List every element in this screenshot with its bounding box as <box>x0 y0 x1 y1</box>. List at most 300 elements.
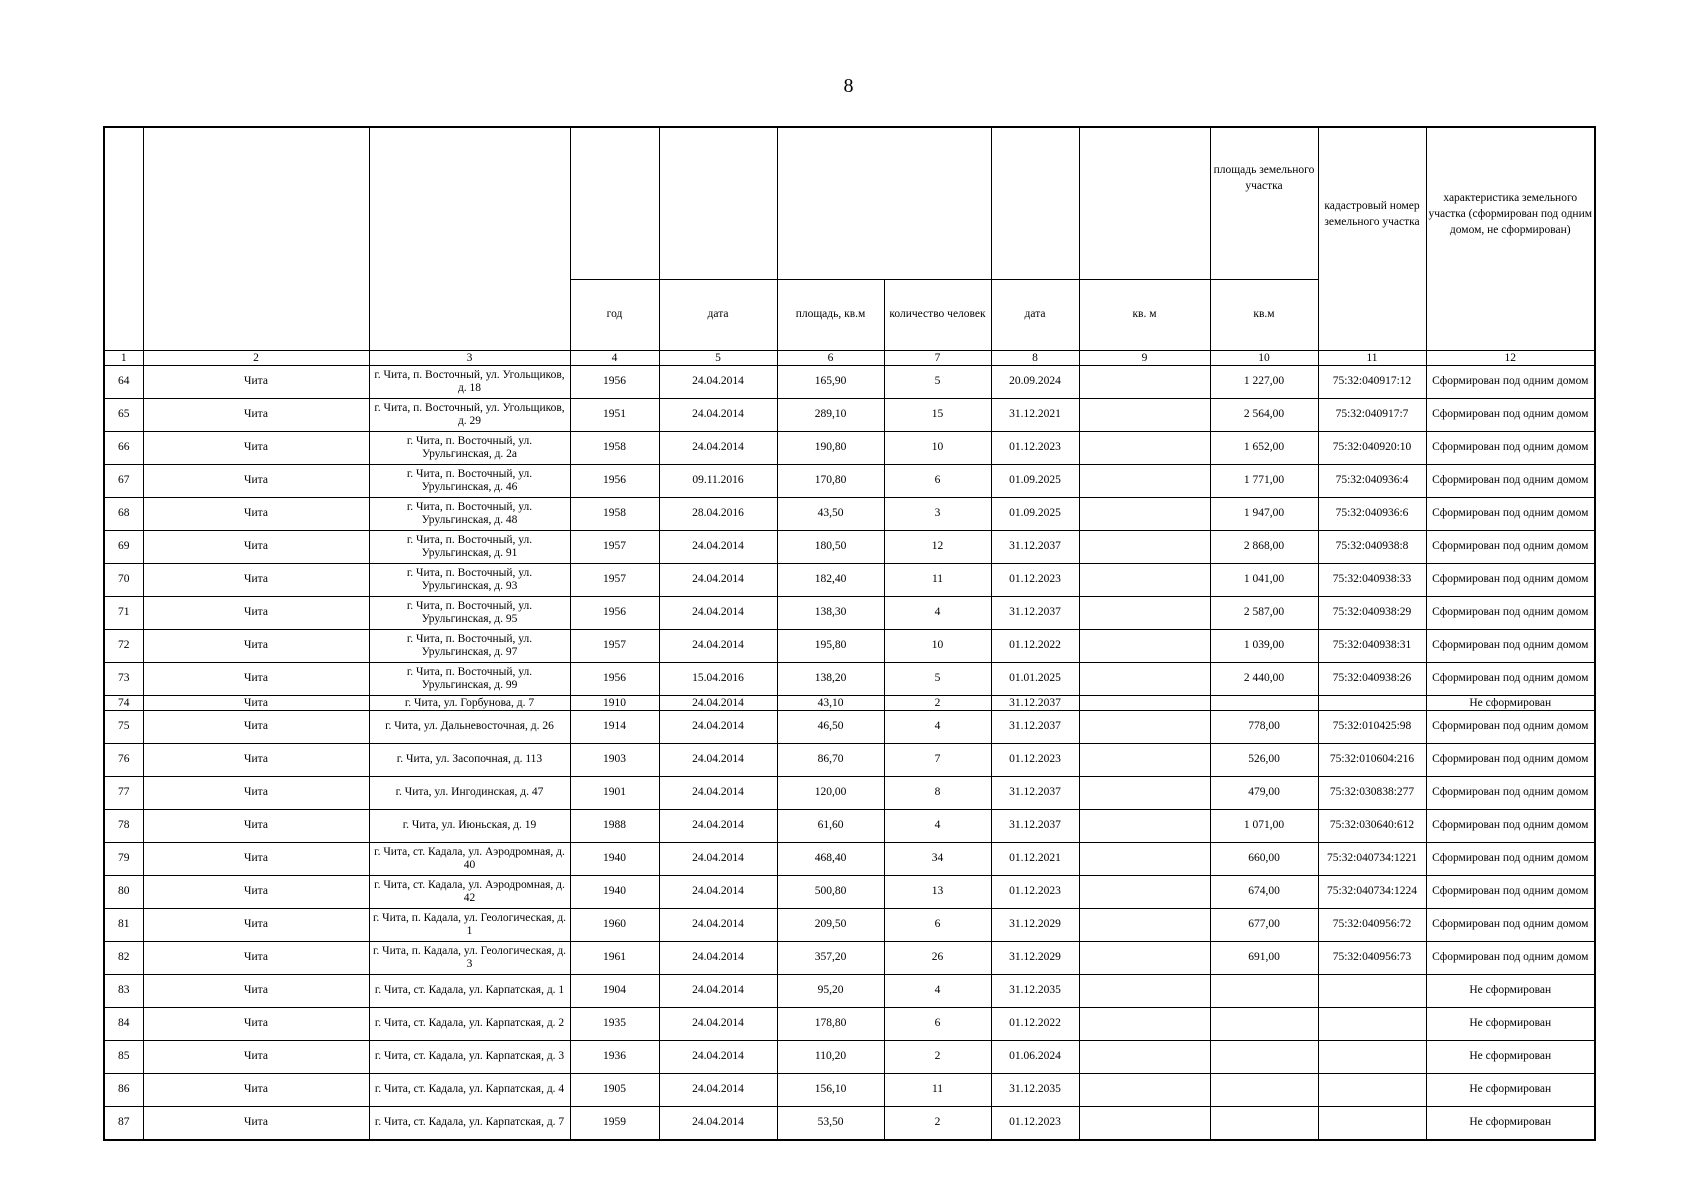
column-number: 11 <box>1318 351 1426 366</box>
cadastral-number-cell: 75:32:030640:612 <box>1318 810 1426 843</box>
table-row <box>104 1008 1595 1041</box>
cadastral-number-cell: 75:32:040936:6 <box>1318 498 1426 531</box>
land-area-cell: 1 652,00 <box>1210 432 1318 465</box>
people-count-subheader: количество человек <box>884 280 991 351</box>
relocation-date-cell: 31.12.2035 <box>991 975 1079 1008</box>
recognition-date-cell: 24.04.2014 <box>659 975 777 1008</box>
row-number-cell: 78 <box>104 810 143 843</box>
table-row <box>104 432 1595 465</box>
table-row <box>104 777 1595 810</box>
cadastral-number-cell: 75:32:010425:98 <box>1318 711 1426 744</box>
house-area-cell: 43,50 <box>777 498 884 531</box>
header-cell-5 <box>659 127 777 280</box>
table-row <box>104 975 1595 1008</box>
relocation-date-cell: 31.12.2037 <box>991 597 1079 630</box>
resident-count-cell: 12 <box>884 531 991 564</box>
relocation-date-cell: 31.12.2037 <box>991 810 1079 843</box>
land-status-cell: Сформирован под одним домом <box>1426 432 1595 465</box>
row-number-cell: 64 <box>104 366 143 399</box>
sqm-subheader: кв. м <box>1079 280 1210 351</box>
resident-count-cell: 5 <box>884 366 991 399</box>
row-number-cell: 75 <box>104 711 143 744</box>
house-area-cell: 170,80 <box>777 465 884 498</box>
cadastral-number-cell: 75:32:040956:73 <box>1318 942 1426 975</box>
relocation-date-cell: 01.12.2022 <box>991 1008 1079 1041</box>
house-area-cell: 190,80 <box>777 432 884 465</box>
relocated-area-cell <box>1079 1008 1210 1041</box>
resident-count-cell: 3 <box>884 498 991 531</box>
header-cell-9 <box>1079 127 1210 280</box>
land-area-cell <box>1210 1041 1318 1074</box>
row-number-cell: 70 <box>104 564 143 597</box>
land-area-cell: 1 071,00 <box>1210 810 1318 843</box>
relocation-date-cell: 31.12.2037 <box>991 711 1079 744</box>
cadastral-number-cell: 75:32:040938:33 <box>1318 564 1426 597</box>
table-row <box>104 663 1595 696</box>
table-row <box>104 366 1595 399</box>
land-status-cell: Сформирован под одним домом <box>1426 876 1595 909</box>
locality-cell: Чита <box>143 777 369 810</box>
relocated-area-cell <box>1079 711 1210 744</box>
recognition-date-cell: 15.04.2016 <box>659 663 777 696</box>
land-status-cell: Не сформирован <box>1426 696 1595 711</box>
relocated-area-cell <box>1079 399 1210 432</box>
land-area-cell: 1 771,00 <box>1210 465 1318 498</box>
land-status-cell: Сформирован под одним домом <box>1426 711 1595 744</box>
relocation-date-cell: 31.12.2037 <box>991 531 1079 564</box>
cadastral-number-cell: 75:32:040938:29 <box>1318 597 1426 630</box>
address-cell: г. Чита, ст. Кадала, ул. Карпатская, д. 3 <box>369 1041 570 1074</box>
locality-cell: Чита <box>143 399 369 432</box>
land-status-cell: Сформирован под одним домом <box>1426 810 1595 843</box>
column-number: 1 <box>104 351 143 366</box>
locality-cell: Чита <box>143 975 369 1008</box>
address-cell: г. Чита, п. Восточный, ул. Урульгинская, д. 2а <box>369 432 570 465</box>
row-number-cell: 65 <box>104 399 143 432</box>
land-status-cell: Не сформирован <box>1426 1008 1595 1041</box>
relocation-date-cell: 01.06.2024 <box>991 1041 1079 1074</box>
header-cell-8 <box>991 127 1079 280</box>
build-year-cell: 1936 <box>570 1041 659 1074</box>
build-year-cell: 1940 <box>570 843 659 876</box>
address-cell: г. Чита, ст. Кадала, ул. Карпатская, д. 4 <box>369 1074 570 1107</box>
resident-count-cell: 6 <box>884 1008 991 1041</box>
address-cell: г. Чита, ул. Дальневосточная, д. 26 <box>369 711 570 744</box>
locality-cell: Чита <box>143 744 369 777</box>
cadastral-number-cell: 75:32:040734:1221 <box>1318 843 1426 876</box>
cadastral-number-cell: 75:32:040938:8 <box>1318 531 1426 564</box>
relocated-area-cell <box>1079 909 1210 942</box>
address-cell: г. Чита, ул. Июньская, д. 19 <box>369 810 570 843</box>
row-number-cell: 74 <box>104 696 143 711</box>
house-area-cell: 53,50 <box>777 1107 884 1141</box>
land-area-cell: 691,00 <box>1210 942 1318 975</box>
land-area-cell: 1 947,00 <box>1210 498 1318 531</box>
house-area-cell: 95,20 <box>777 975 884 1008</box>
cadastral-number-cell: 75:32:040917:12 <box>1318 366 1426 399</box>
row-number-cell: 68 <box>104 498 143 531</box>
house-area-cell: 61,60 <box>777 810 884 843</box>
house-area-cell: 357,20 <box>777 942 884 975</box>
locality-cell: Чита <box>143 531 369 564</box>
address-cell: г. Чита, ст. Кадала, ул. Карпатская, д. 1 <box>369 975 570 1008</box>
locality-cell: Чита <box>143 909 369 942</box>
cadastral-number-cell: 75:32:040734:1224 <box>1318 876 1426 909</box>
land-status-cell: Сформирован под одним домом <box>1426 843 1595 876</box>
resident-count-cell: 2 <box>884 1107 991 1141</box>
relocation-date-cell: 20.09.2024 <box>991 366 1079 399</box>
address-cell: г. Чита, п. Кадала, ул. Геологическая, д. 1 <box>369 909 570 942</box>
header-cell-6-7 <box>777 127 991 280</box>
recognition-date-cell: 24.04.2014 <box>659 1041 777 1074</box>
land-area-cell: 674,00 <box>1210 876 1318 909</box>
relocation-date-cell: 01.09.2025 <box>991 465 1079 498</box>
resident-count-cell: 11 <box>884 564 991 597</box>
relocation-date-cell: 31.12.2037 <box>991 696 1079 711</box>
land-area-cell <box>1210 1074 1318 1107</box>
table-row <box>104 630 1595 663</box>
resident-count-cell: 5 <box>884 663 991 696</box>
recognition-date-cell: 24.04.2014 <box>659 597 777 630</box>
locality-cell: Чита <box>143 564 369 597</box>
recognition-date-cell: 24.04.2014 <box>659 909 777 942</box>
housing-register-table <box>103 126 1596 1141</box>
column-number: 4 <box>570 351 659 366</box>
relocation-date-cell: 31.12.2029 <box>991 909 1079 942</box>
land-status-cell: Сформирован под одним домом <box>1426 909 1595 942</box>
relocation-date-cell: 31.12.2029 <box>991 942 1079 975</box>
house-area-cell: 180,50 <box>777 531 884 564</box>
address-cell: г. Чита, ст. Кадала, ул. Карпатская, д. 7 <box>369 1107 570 1141</box>
house-area-cell: 195,80 <box>777 630 884 663</box>
build-year-cell: 1960 <box>570 909 659 942</box>
locality-cell: Чита <box>143 432 369 465</box>
header-cell-3 <box>369 127 570 351</box>
locality-cell: Чита <box>143 1041 369 1074</box>
land-area-cell <box>1210 696 1318 711</box>
column-number: 8 <box>991 351 1079 366</box>
cadastral-number-cell: 75:32:030838:277 <box>1318 777 1426 810</box>
row-number-cell: 84 <box>104 1008 143 1041</box>
year-subheader: год <box>570 280 659 351</box>
cadastral-number-cell <box>1318 1107 1426 1141</box>
table-row <box>104 531 1595 564</box>
column-number: 3 <box>369 351 570 366</box>
row-number-cell: 66 <box>104 432 143 465</box>
land-characteristic-header: характеристика земельного участка (сформирован под одним домом, не сформирован) <box>1426 127 1595 351</box>
recognition-date-cell: 24.04.2014 <box>659 711 777 744</box>
cadastral-number-cell <box>1318 1008 1426 1041</box>
land-status-cell: Сформирован под одним домом <box>1426 465 1595 498</box>
land-sqm-subheader: кв.м <box>1210 280 1318 351</box>
relocation-date-cell: 31.12.2035 <box>991 1074 1079 1107</box>
page-number: 8 <box>843 75 854 97</box>
land-area-cell: 1 039,00 <box>1210 630 1318 663</box>
land-area-cell <box>1210 1008 1318 1041</box>
resident-count-cell: 10 <box>884 630 991 663</box>
relocation-date-cell: 01.09.2025 <box>991 498 1079 531</box>
address-cell: г. Чита, п. Восточный, ул. Урульгинская, д. 95 <box>369 597 570 630</box>
table-row <box>104 696 1595 711</box>
recognition-date-cell: 24.04.2014 <box>659 432 777 465</box>
cadastral-number-cell: 75:32:040956:72 <box>1318 909 1426 942</box>
relocated-area-cell <box>1079 498 1210 531</box>
locality-cell: Чита <box>143 1008 369 1041</box>
build-year-cell: 1910 <box>570 696 659 711</box>
land-status-cell: Не сформирован <box>1426 975 1595 1008</box>
recognition-date-cell: 24.04.2014 <box>659 744 777 777</box>
row-number-cell: 87 <box>104 1107 143 1141</box>
row-number-cell: 76 <box>104 744 143 777</box>
house-area-cell: 165,90 <box>777 366 884 399</box>
relocated-area-cell <box>1079 564 1210 597</box>
row-number-cell: 86 <box>104 1074 143 1107</box>
land-area-cell: 526,00 <box>1210 744 1318 777</box>
table-row <box>104 744 1595 777</box>
header-cell-1 <box>104 127 143 351</box>
relocated-area-cell <box>1079 1107 1210 1141</box>
recognition-date-cell: 24.04.2014 <box>659 564 777 597</box>
address-cell: г. Чита, ст. Кадала, ул. Аэродромная, д. 42 <box>369 876 570 909</box>
row-number-cell: 82 <box>104 942 143 975</box>
house-area-cell: 182,40 <box>777 564 884 597</box>
land-area-cell <box>1210 975 1318 1008</box>
row-number-cell: 67 <box>104 465 143 498</box>
resident-count-cell: 13 <box>884 876 991 909</box>
resident-count-cell: 34 <box>884 843 991 876</box>
relocated-area-cell <box>1079 696 1210 711</box>
recognition-date-cell: 24.04.2014 <box>659 942 777 975</box>
row-number-cell: 85 <box>104 1041 143 1074</box>
land-area-header: площадь земельного участка <box>1210 127 1318 280</box>
build-year-cell: 1940 <box>570 876 659 909</box>
locality-cell: Чита <box>143 1074 369 1107</box>
house-area-cell: 110,20 <box>777 1041 884 1074</box>
land-status-cell: Сформирован под одним домом <box>1426 630 1595 663</box>
house-area-cell: 209,50 <box>777 909 884 942</box>
cadastral-number-cell: 75:32:040936:4 <box>1318 465 1426 498</box>
land-status-cell: Сформирован под одним домом <box>1426 777 1595 810</box>
build-year-cell: 1901 <box>570 777 659 810</box>
land-area-cell <box>1210 1107 1318 1141</box>
build-year-cell: 1951 <box>570 399 659 432</box>
recognition-date-cell: 24.04.2014 <box>659 810 777 843</box>
land-area-cell: 2 440,00 <box>1210 663 1318 696</box>
house-area-cell: 138,30 <box>777 597 884 630</box>
build-year-cell: 1957 <box>570 531 659 564</box>
table-row <box>104 399 1595 432</box>
recognition-date-cell: 24.04.2014 <box>659 399 777 432</box>
relocation-date-cell: 01.12.2022 <box>991 630 1079 663</box>
resident-count-cell: 4 <box>884 810 991 843</box>
relocated-area-cell <box>1079 777 1210 810</box>
table-row <box>104 711 1595 744</box>
relocated-area-cell <box>1079 744 1210 777</box>
land-status-cell: Сформирован под одним домом <box>1426 744 1595 777</box>
house-area-cell: 120,00 <box>777 777 884 810</box>
row-number-cell: 72 <box>104 630 143 663</box>
locality-cell: Чита <box>143 498 369 531</box>
house-area-cell: 86,70 <box>777 744 884 777</box>
resident-count-cell: 11 <box>884 1074 991 1107</box>
build-year-cell: 1956 <box>570 663 659 696</box>
land-area-cell: 677,00 <box>1210 909 1318 942</box>
address-cell: г. Чита, п. Кадала, ул. Геологическая, д. 3 <box>369 942 570 975</box>
recognition-date-cell: 24.04.2014 <box>659 876 777 909</box>
land-status-cell: Сформирован под одним домом <box>1426 597 1595 630</box>
land-area-cell: 479,00 <box>1210 777 1318 810</box>
land-status-cell: Сформирован под одним домом <box>1426 564 1595 597</box>
column-number: 7 <box>884 351 991 366</box>
land-status-cell: Не сформирован <box>1426 1107 1595 1141</box>
recognition-date-cell: 09.11.2016 <box>659 465 777 498</box>
land-status-cell: Сформирован под одним домом <box>1426 942 1595 975</box>
column-number-row <box>104 351 1595 366</box>
relocated-area-cell <box>1079 366 1210 399</box>
address-cell: г. Чита, п. Восточный, ул. Урульгинская, д. 93 <box>369 564 570 597</box>
land-status-cell: Сформирован под одним домом <box>1426 366 1595 399</box>
relocation-date-cell: 01.12.2023 <box>991 876 1079 909</box>
land-area-cell: 2 868,00 <box>1210 531 1318 564</box>
table-row <box>104 1074 1595 1107</box>
resident-count-cell: 6 <box>884 909 991 942</box>
build-year-cell: 1988 <box>570 810 659 843</box>
recognition-date-cell: 28.04.2016 <box>659 498 777 531</box>
relocation-date-cell: 31.12.2021 <box>991 399 1079 432</box>
locality-cell: Чита <box>143 876 369 909</box>
header-row-top <box>104 127 1595 280</box>
house-area-cell: 138,20 <box>777 663 884 696</box>
relocated-area-cell <box>1079 465 1210 498</box>
area-subheader: площадь, кв.м <box>777 280 884 351</box>
address-cell: г. Чита, п. Восточный, ул. Угольщиков, д. 18 <box>369 366 570 399</box>
build-year-cell: 1935 <box>570 1008 659 1041</box>
relocated-area-cell <box>1079 843 1210 876</box>
land-area-cell: 1 227,00 <box>1210 366 1318 399</box>
row-number-cell: 77 <box>104 777 143 810</box>
recognition-date-cell: 24.04.2014 <box>659 531 777 564</box>
house-area-cell: 43,10 <box>777 696 884 711</box>
build-year-cell: 1959 <box>570 1107 659 1141</box>
relocated-area-cell <box>1079 810 1210 843</box>
locality-cell: Чита <box>143 597 369 630</box>
table-row <box>104 465 1595 498</box>
cadastral-number-cell: 75:32:040938:31 <box>1318 630 1426 663</box>
build-year-cell: 1957 <box>570 564 659 597</box>
recognition-date-cell: 24.04.2014 <box>659 366 777 399</box>
table-row <box>104 1041 1595 1074</box>
recognition-date-cell: 24.04.2014 <box>659 1008 777 1041</box>
resident-count-cell: 4 <box>884 975 991 1008</box>
land-status-cell: Сформирован под одним домом <box>1426 531 1595 564</box>
build-year-cell: 1905 <box>570 1074 659 1107</box>
relocation-date-cell: 01.12.2023 <box>991 744 1079 777</box>
address-cell: г. Чита, ст. Кадала, ул. Карпатская, д. 2 <box>369 1008 570 1041</box>
row-number-cell: 69 <box>104 531 143 564</box>
row-number-cell: 71 <box>104 597 143 630</box>
row-number-cell: 73 <box>104 663 143 696</box>
header-cell-4 <box>570 127 659 280</box>
resident-count-cell: 7 <box>884 744 991 777</box>
cadastral-number-cell <box>1318 696 1426 711</box>
row-number-cell: 81 <box>104 909 143 942</box>
date-subheader: дата <box>659 280 777 351</box>
table-row <box>104 1107 1595 1141</box>
cadastral-number-header: кадастровый номер земельного участка <box>1318 127 1426 351</box>
relocated-area-cell <box>1079 630 1210 663</box>
address-cell: г. Чита, п. Восточный, ул. Угольщиков, д. 29 <box>369 399 570 432</box>
relocation-date-cell: 01.12.2023 <box>991 1107 1079 1141</box>
recognition-date-cell: 24.04.2014 <box>659 1074 777 1107</box>
build-year-cell: 1956 <box>570 465 659 498</box>
house-area-cell: 178,80 <box>777 1008 884 1041</box>
address-cell: г. Чита, ул. Горбунова, д. 7 <box>369 696 570 711</box>
cadastral-number-cell: 75:32:040917:7 <box>1318 399 1426 432</box>
address-cell: г. Чита, ул. Ингодинская, д. 47 <box>369 777 570 810</box>
address-cell: г. Чита, п. Восточный, ул. Урульгинская, д. 46 <box>369 465 570 498</box>
house-area-cell: 468,40 <box>777 843 884 876</box>
cadastral-number-cell <box>1318 1041 1426 1074</box>
relocated-area-cell <box>1079 876 1210 909</box>
locality-cell: Чита <box>143 663 369 696</box>
resident-count-cell: 4 <box>884 597 991 630</box>
build-year-cell: 1961 <box>570 942 659 975</box>
address-cell: г. Чита, п. Восточный, ул. Урульгинская, д. 48 <box>369 498 570 531</box>
column-number: 6 <box>777 351 884 366</box>
locality-cell: Чита <box>143 810 369 843</box>
table-row <box>104 942 1595 975</box>
land-status-cell: Сформирован под одним домом <box>1426 498 1595 531</box>
row-number-cell: 79 <box>104 843 143 876</box>
land-area-cell: 2 564,00 <box>1210 399 1318 432</box>
resident-count-cell: 2 <box>884 1041 991 1074</box>
resident-count-cell: 6 <box>884 465 991 498</box>
column-number: 2 <box>143 351 369 366</box>
resident-count-cell: 2 <box>884 696 991 711</box>
address-cell: г. Чита, п. Восточный, ул. Урульгинская, д. 99 <box>369 663 570 696</box>
build-year-cell: 1914 <box>570 711 659 744</box>
build-year-cell: 1903 <box>570 744 659 777</box>
cadastral-number-cell: 75:32:040920:10 <box>1318 432 1426 465</box>
column-number: 9 <box>1079 351 1210 366</box>
recognition-date-cell: 24.04.2014 <box>659 696 777 711</box>
locality-cell: Чита <box>143 942 369 975</box>
relocation-date-cell: 01.12.2023 <box>991 564 1079 597</box>
recognition-date-cell: 24.04.2014 <box>659 843 777 876</box>
land-area-cell: 660,00 <box>1210 843 1318 876</box>
relocated-area-cell <box>1079 1074 1210 1107</box>
table-row <box>104 843 1595 876</box>
column-number: 12 <box>1426 351 1595 366</box>
cadastral-number-cell: 75:32:040938:26 <box>1318 663 1426 696</box>
address-cell: г. Чита, п. Восточный, ул. Урульгинская, д. 91 <box>369 531 570 564</box>
land-status-cell: Не сформирован <box>1426 1074 1595 1107</box>
build-year-cell: 1956 <box>570 366 659 399</box>
house-area-cell: 156,10 <box>777 1074 884 1107</box>
recognition-date-cell: 24.04.2014 <box>659 630 777 663</box>
table-row <box>104 876 1595 909</box>
land-area-cell: 1 041,00 <box>1210 564 1318 597</box>
table-row <box>104 564 1595 597</box>
house-area-cell: 46,50 <box>777 711 884 744</box>
locality-cell: Чита <box>143 1107 369 1141</box>
relocated-area-cell <box>1079 942 1210 975</box>
house-area-cell: 289,10 <box>777 399 884 432</box>
build-year-cell: 1956 <box>570 597 659 630</box>
build-year-cell: 1904 <box>570 975 659 1008</box>
recognition-date-cell: 24.04.2014 <box>659 1107 777 1141</box>
relocated-area-cell <box>1079 663 1210 696</box>
